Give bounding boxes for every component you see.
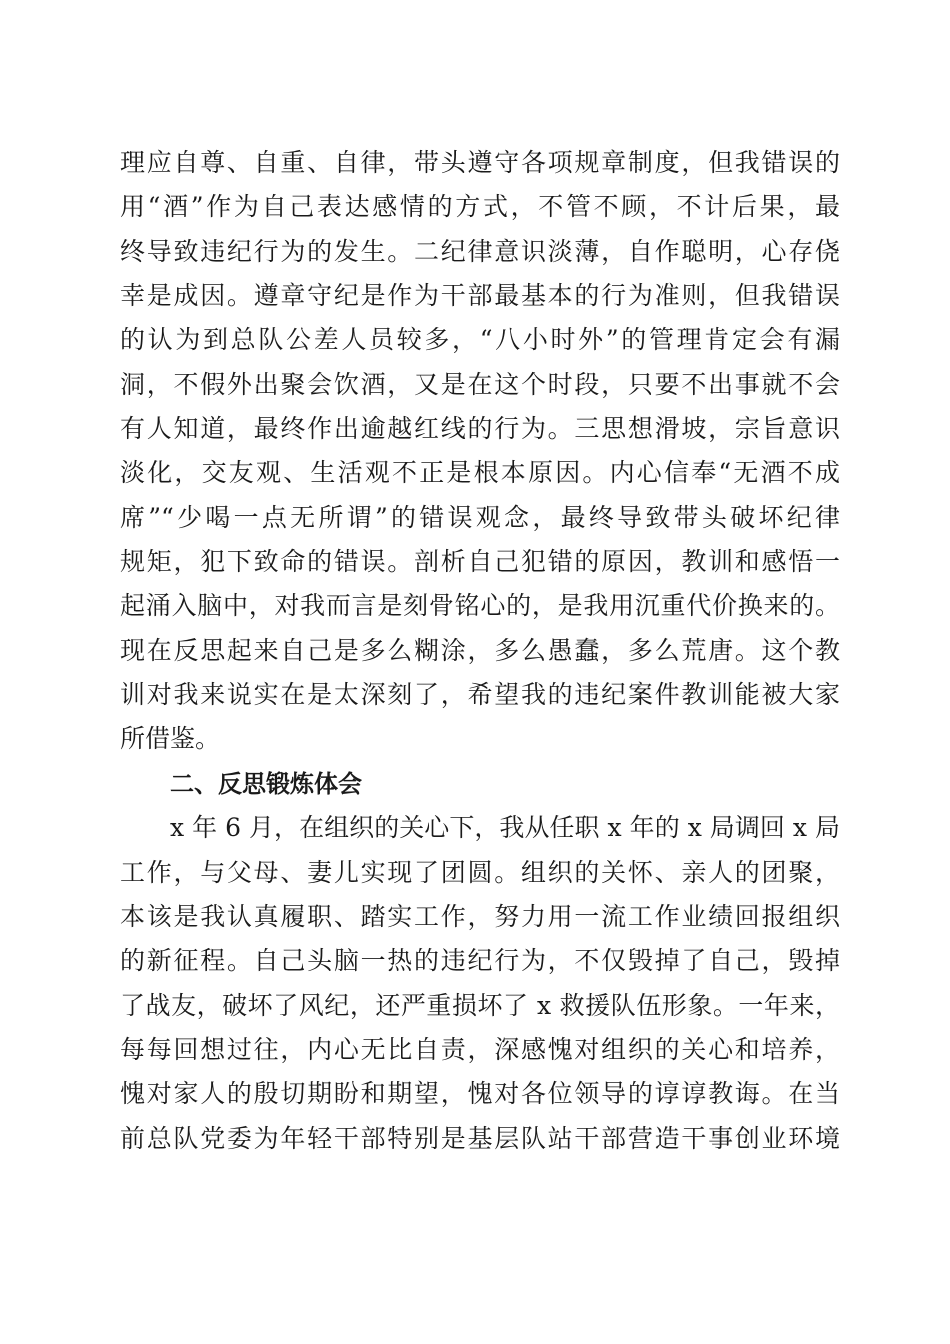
paragraph-line: 所借鉴。 — [120, 724, 221, 754]
paragraph-line: 的新征程。自己头脑一热的违纪行为，不仅毁掉了自己，毁掉 — [120, 946, 840, 976]
paragraph-line: 了战友，破坏了风纪，还严重损坏了 x 救援队伍形象。一年来， — [120, 990, 840, 1020]
paragraph-line: 训对我来说实在是太深刻了，希望我的违纪案件教训能被大家 — [120, 680, 840, 710]
paragraph-line: 的认为到总队公差人员较多，“八小时外”的管理肯定会有漏 — [120, 325, 840, 355]
paragraph-line: 现在反思起来自己是多么糊涂，多么愚蠢，多么荒唐。这个教 — [120, 635, 840, 665]
paragraph-line: 规矩，犯下致命的错误。剖析自己犯错的原因，教训和感悟一 — [120, 547, 840, 577]
paragraph-line: 幸是成因。遵章守纪是作为干部最基本的行为准则，但我错误 — [120, 281, 840, 311]
paragraph-line: 洞，不假外出聚会饮酒，又是在这个时段，只要不出事就不会 — [120, 369, 840, 399]
paragraph-line: 用“酒”作为自己表达感情的方式，不管不顾，不计后果，最 — [120, 192, 840, 222]
document-body — [120, 141, 840, 1161]
paragraph-line: 理应自尊、自重、自律，带头遵守各项规章制度，但我错误的 — [120, 148, 840, 177]
paragraph-line: 本该是我认真履职、踏实工作，努力用一流工作业绩回报组织 — [120, 901, 840, 931]
paragraph-line: 有人知道，最终作出逾越红线的行为。三思想滑坡，宗旨意识 — [120, 414, 840, 444]
paragraph-line: 愧对家人的殷切期盼和期望，愧对各位领导的谆谆教诲。在当 — [120, 1079, 840, 1109]
section-heading: 二、反思锻炼体会 — [170, 769, 362, 798]
paragraph-line: x 年 6 月，在组织的关心下，我从任职 x 年的 x 局调回 x 局 — [170, 813, 840, 843]
paragraph-line: 席”“少喝一点无所谓”的错误观念，最终导致带头破坏纪律 — [120, 502, 840, 532]
paragraph-line: 起涌入脑中，对我而言是刻骨铭心的，是我用沉重代价换来的。 — [120, 591, 840, 621]
paragraph-line: 终导致违纪行为的发生。二纪律意识淡薄，自作聪明，心存侥 — [120, 236, 840, 266]
paragraph-line: 前总队党委为年轻干部特别是基层队站干部营造干事创业环境 — [120, 1123, 840, 1153]
paragraph-line: 每每回想过往，内心无比自责，深感愧对组织的关心和培养， — [120, 1034, 840, 1064]
paragraph-line: 淡化，交友观、生活观不正是根本原因。内心信奉“无酒不成 — [120, 458, 840, 488]
paragraph-line: 工作，与父母、妻儿实现了团圆。组织的关怀、亲人的团聚， — [120, 857, 840, 887]
